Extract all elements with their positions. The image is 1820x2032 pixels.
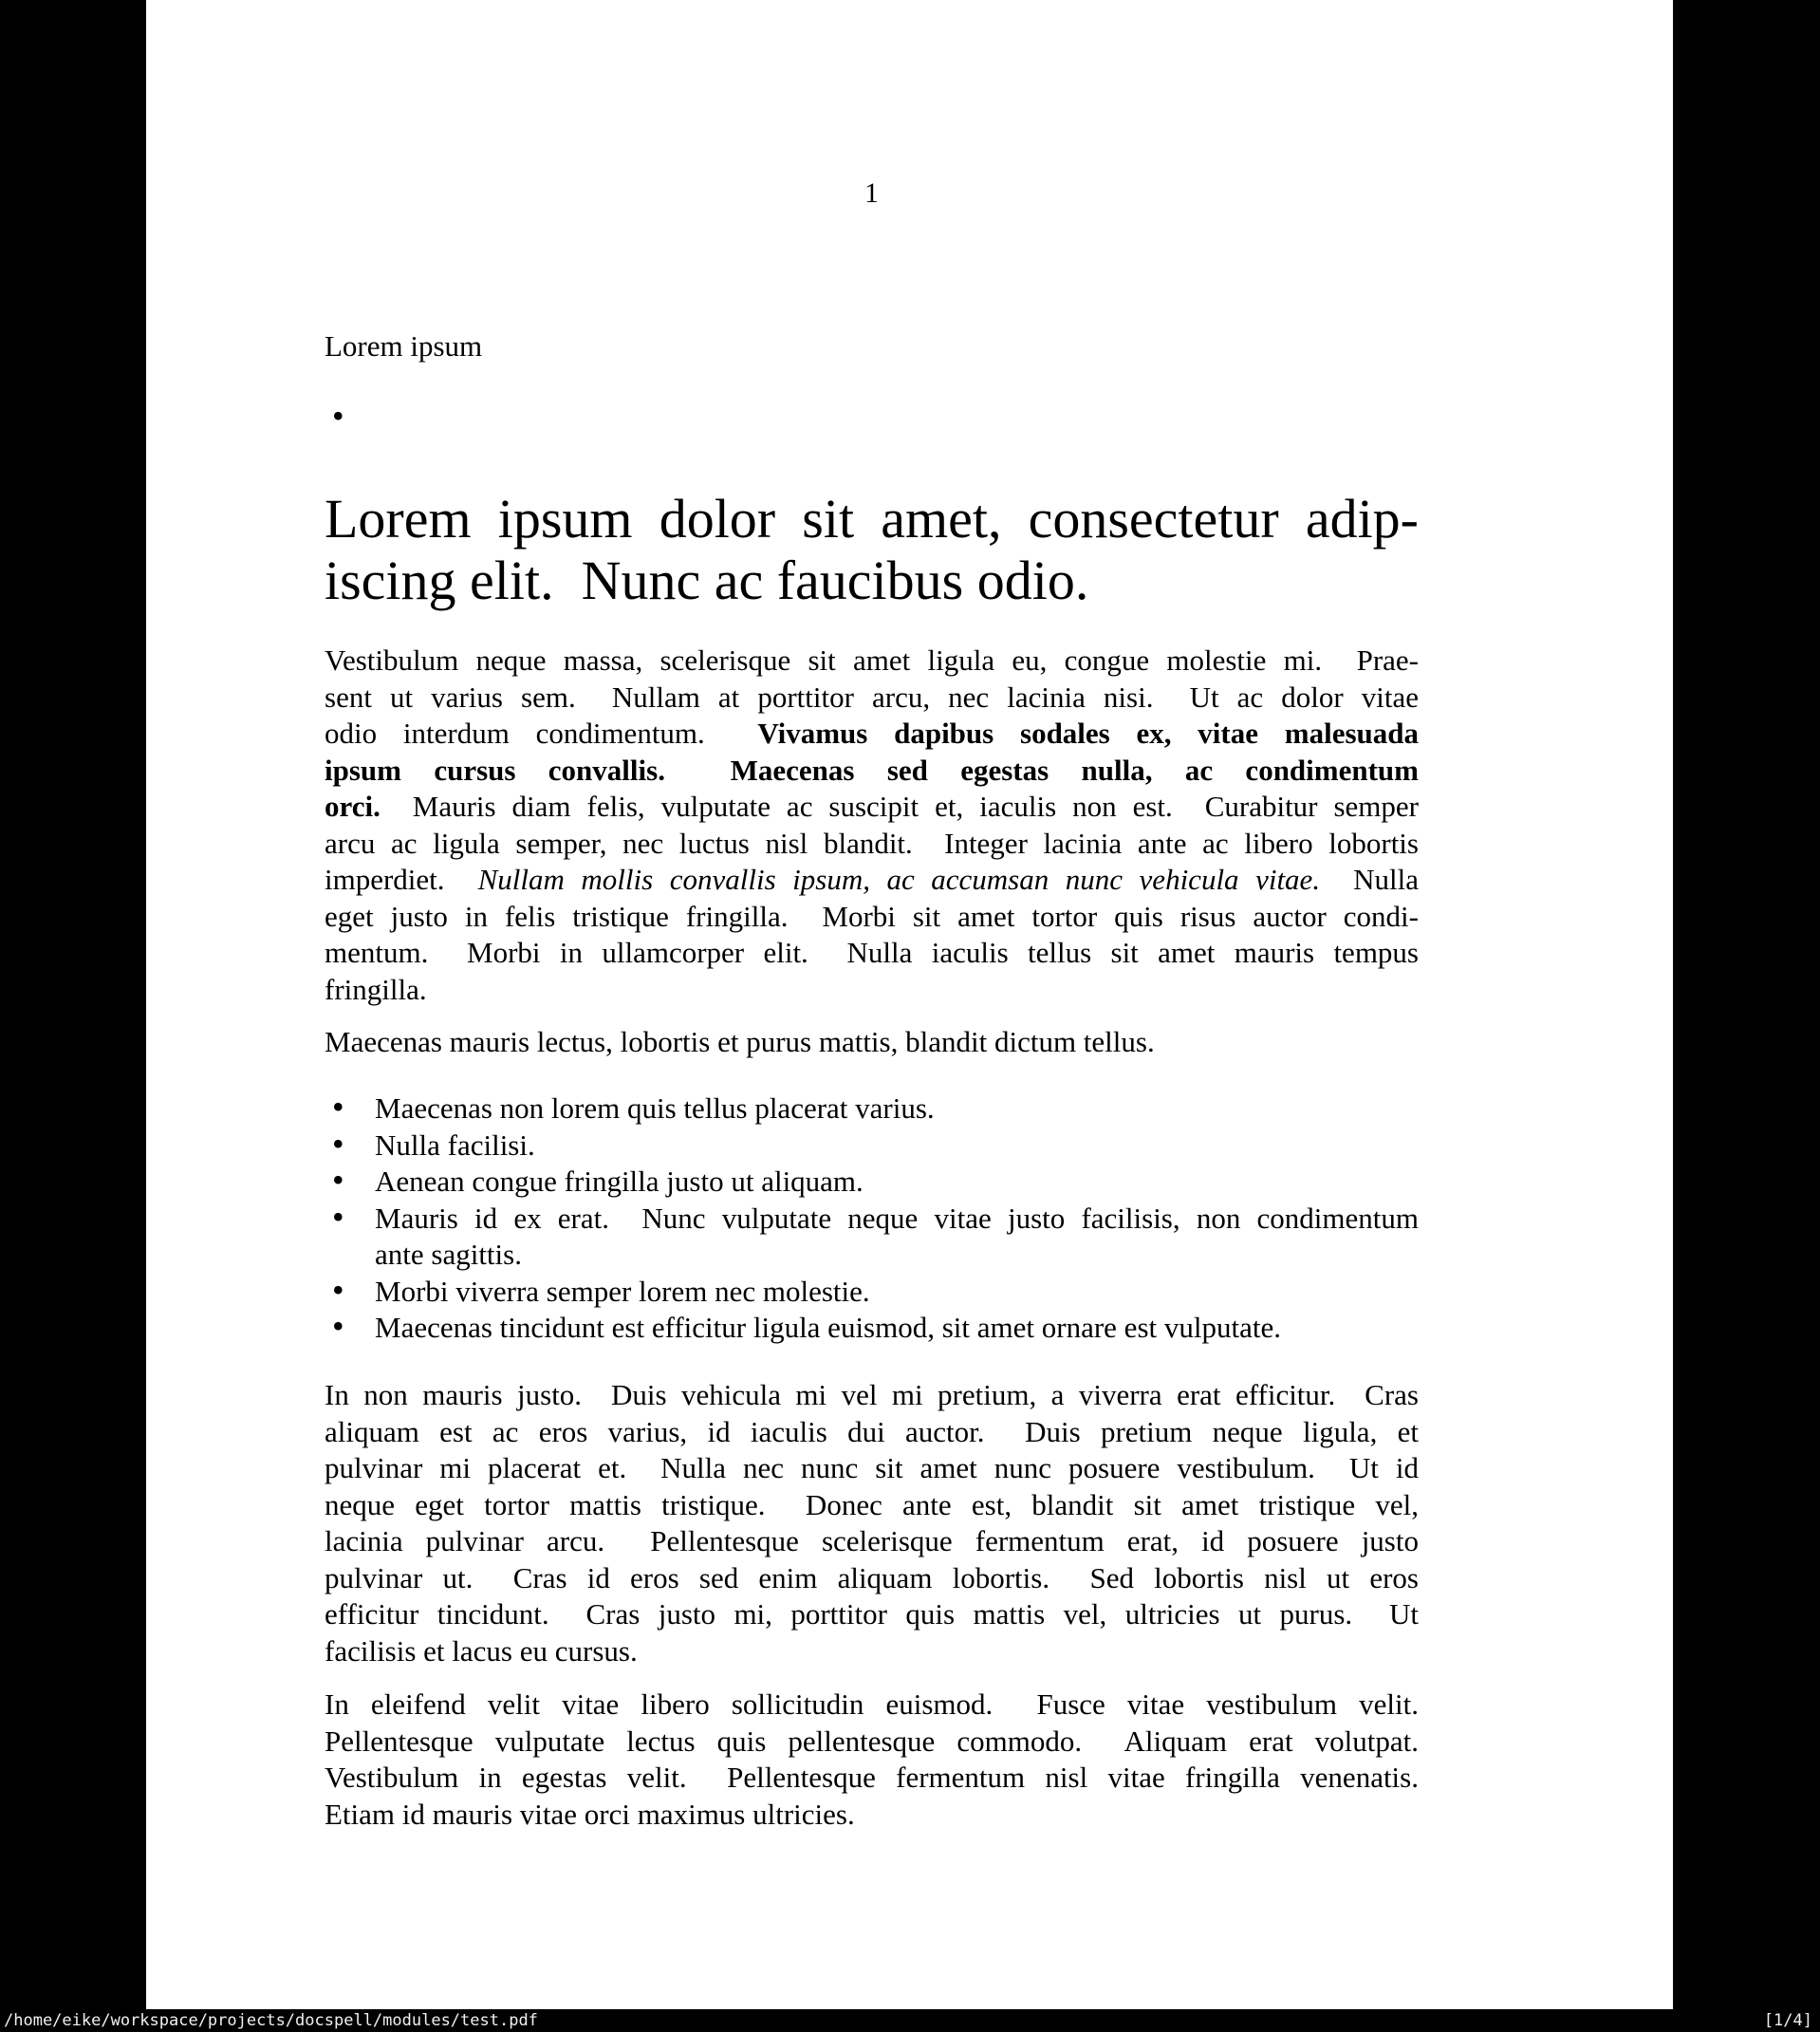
bullet-icon: • bbox=[332, 1124, 344, 1163]
bullet-icon: • bbox=[332, 1161, 344, 1199]
text-run: facilisis et lacus eu cursus. bbox=[325, 1633, 638, 1668]
text-run: mentum. Morbi in ullamcorper elit. Nulla iaculis tellus sit amet mauris tempus bbox=[325, 936, 1419, 969]
text-line bbox=[375, 1164, 1419, 1201]
text-run: Maecenas non lorem quis tellus placerat varius. bbox=[375, 1091, 935, 1125]
text-line bbox=[375, 1237, 1419, 1274]
bullet-list bbox=[325, 1088, 1419, 1347]
page-number: 1 bbox=[864, 177, 879, 209]
text-run: In non mauris justo. Duis vehicula mi vel mi pretium, a viverra erat efficitur. Cras bbox=[325, 1378, 1419, 1411]
text-run: efficitur tincidunt. Cras justo mi, porttitor quis mattis vel, ultricies ut purus. Ut bbox=[325, 1597, 1419, 1631]
text-run: ante sagittis. bbox=[375, 1238, 522, 1271]
text-line bbox=[325, 1487, 1419, 1524]
text-run: eget justo in felis tristique fringilla. Morbi sit amet tortor quis risus auctor condi- bbox=[325, 899, 1419, 933]
statusbar-filepath: /home/eike/workspace/projects/docspell/modules/test.pdf bbox=[4, 2011, 538, 2030]
list-item-text bbox=[375, 1164, 1419, 1201]
text-run: imperdiet. bbox=[325, 863, 478, 896]
bold-text-run: ipsum cursus convallis. Maecenas sed egestas nulla, ac condimentum bbox=[325, 753, 1419, 787]
text-line bbox=[325, 1633, 1419, 1670]
list-item-text bbox=[375, 1091, 1419, 1128]
text-line bbox=[375, 1128, 1419, 1165]
paragraph-1 bbox=[325, 643, 1419, 1008]
text-column bbox=[325, 0, 1419, 2009]
text-run: neque eget tortor mattis tristique. Donec ante est, blandit sit amet tristique vel, bbox=[325, 1487, 1419, 1521]
text-line bbox=[325, 550, 1419, 611]
text-line bbox=[325, 935, 1419, 972]
text-line bbox=[325, 1450, 1419, 1487]
text-run: Nulla bbox=[1320, 863, 1419, 896]
text-line bbox=[325, 680, 1419, 717]
text-run: pulvinar ut. Cras id eros sed enim aliquam lobortis. Sed lobortis nisl ut eros bbox=[325, 1560, 1419, 1594]
text-run: Vestibulum neque massa, scelerisque sit amet ligula eu, congue molestie mi. Prae- bbox=[325, 643, 1419, 677]
document-heading bbox=[325, 488, 1419, 611]
list-item bbox=[325, 1270, 1419, 1311]
text-run: arcu ac ligula semper, nec luctus nisl blandit. Integer lacinia ante ac libero lobortis bbox=[325, 826, 1419, 860]
text-line bbox=[325, 1560, 1419, 1597]
bullet-icon: • bbox=[332, 397, 344, 435]
text-line bbox=[375, 1310, 1419, 1347]
list-item-text bbox=[375, 1201, 1419, 1274]
list-item-text bbox=[375, 1310, 1419, 1347]
text-run: aliquam est ac eros varius, id iaculis dui auctor. Duis pretium neque ligula, et bbox=[325, 1414, 1419, 1448]
text-run: iscing elit. Nunc ac faucibus odio. bbox=[325, 550, 1089, 611]
list-item-text bbox=[375, 1128, 1419, 1165]
text-line bbox=[375, 1091, 1419, 1128]
text-line bbox=[375, 1274, 1419, 1311]
bullet-icon: • bbox=[332, 1088, 344, 1126]
text-run: Morbi viverra semper lorem nec molestie. bbox=[375, 1274, 870, 1308]
text-run: Aenean congue fringilla justo ut aliquam. bbox=[375, 1165, 864, 1198]
statusbar bbox=[0, 2009, 1820, 2032]
text-line bbox=[325, 753, 1419, 790]
text-line bbox=[325, 1523, 1419, 1560]
text-line bbox=[325, 643, 1419, 680]
paragraph-2 bbox=[325, 1024, 1419, 1061]
text-line bbox=[325, 1377, 1419, 1414]
text-line bbox=[325, 1414, 1419, 1451]
text-line bbox=[325, 789, 1419, 826]
text-run: pulvinar mi placerat et. Nulla nec nunc sit amet nunc posuere vestibulum. Ut id bbox=[325, 1451, 1419, 1484]
text-run: Maecenas tincidunt est efficitur ligula euismod, sit amet ornare est vulputate. bbox=[375, 1311, 1281, 1344]
bold-text-run: Vivamus dapibus sodales ex, vitae malesuada bbox=[757, 717, 1419, 750]
list-item bbox=[325, 1161, 1419, 1201]
paragraph-4 bbox=[325, 1687, 1419, 1833]
text-line bbox=[325, 488, 1419, 550]
text-run: Lorem ipsum dolor sit amet, consectetur adip- bbox=[325, 488, 1419, 550]
text-run: Vestibulum in egestas velit. Pellentesque fermentum nisl vitae fringilla venenatis. bbox=[325, 1761, 1419, 1794]
list-item bbox=[325, 1124, 1419, 1165]
text-run: fringilla. bbox=[325, 972, 427, 1006]
bullet-icon: • bbox=[332, 1197, 344, 1236]
text-line bbox=[325, 1596, 1419, 1633]
text-run: lacinia pulvinar arcu. Pellentesque scelerisque fermentum erat, id posuere justo bbox=[325, 1524, 1419, 1557]
text-line bbox=[325, 899, 1419, 936]
text-line bbox=[325, 1024, 1419, 1061]
list-item bbox=[325, 1088, 1419, 1128]
text-run: Nulla facilisi. bbox=[375, 1128, 535, 1162]
list-item-text bbox=[375, 1274, 1419, 1311]
text-line bbox=[325, 1724, 1419, 1761]
text-run: odio interdum condimentum. bbox=[325, 717, 758, 750]
list-item bbox=[325, 1197, 1419, 1274]
italic-text-run: Nullam mollis convallis ipsum, ac accumsan nunc vehicula vitae. bbox=[477, 863, 1321, 896]
text-run: Mauris diam felis, vulputate ac suscipit et, iaculis non est. Curabitur semper bbox=[380, 790, 1419, 823]
list-item bbox=[325, 1307, 1419, 1347]
text-run: sent ut varius sem. Nullam at porttitor arcu, nec lacinia nisi. Ut ac dolor vitae bbox=[325, 680, 1419, 714]
text-line bbox=[375, 1201, 1419, 1238]
text-line bbox=[325, 716, 1419, 753]
bullet-icon: • bbox=[332, 1307, 344, 1345]
intro-label: Lorem ipsum bbox=[325, 329, 483, 363]
text-run: Maecenas mauris lectus, lobortis et purus mattis, blandit dictum tellus. bbox=[325, 1025, 1155, 1058]
paragraph-3 bbox=[325, 1377, 1419, 1669]
text-run: Mauris id ex erat. Nunc vulputate neque vitae justo facilisis, non condimentum bbox=[375, 1201, 1419, 1235]
bold-text-run: orci. bbox=[325, 790, 381, 823]
text-run: Etiam id mauris vitae orci maximus ultricies. bbox=[325, 1797, 855, 1831]
text-line bbox=[325, 1760, 1419, 1797]
statusbar-page-indicator: [1/4] bbox=[1763, 2011, 1812, 2030]
document-page[interactable] bbox=[146, 0, 1673, 2009]
text-line bbox=[325, 862, 1419, 899]
text-run: Pellentesque vulputate lectus quis pellentesque commodo. Aliquam erat volutpat. bbox=[325, 1724, 1419, 1758]
bullet-icon: • bbox=[332, 1270, 344, 1309]
text-line bbox=[325, 972, 1419, 1009]
text-line bbox=[325, 1687, 1419, 1724]
text-run: In eleifend velit vitae libero sollicitudin euismod. Fusce vitae vestibulum velit. bbox=[325, 1687, 1419, 1721]
text-line bbox=[325, 1797, 1419, 1834]
text-line bbox=[325, 826, 1419, 863]
